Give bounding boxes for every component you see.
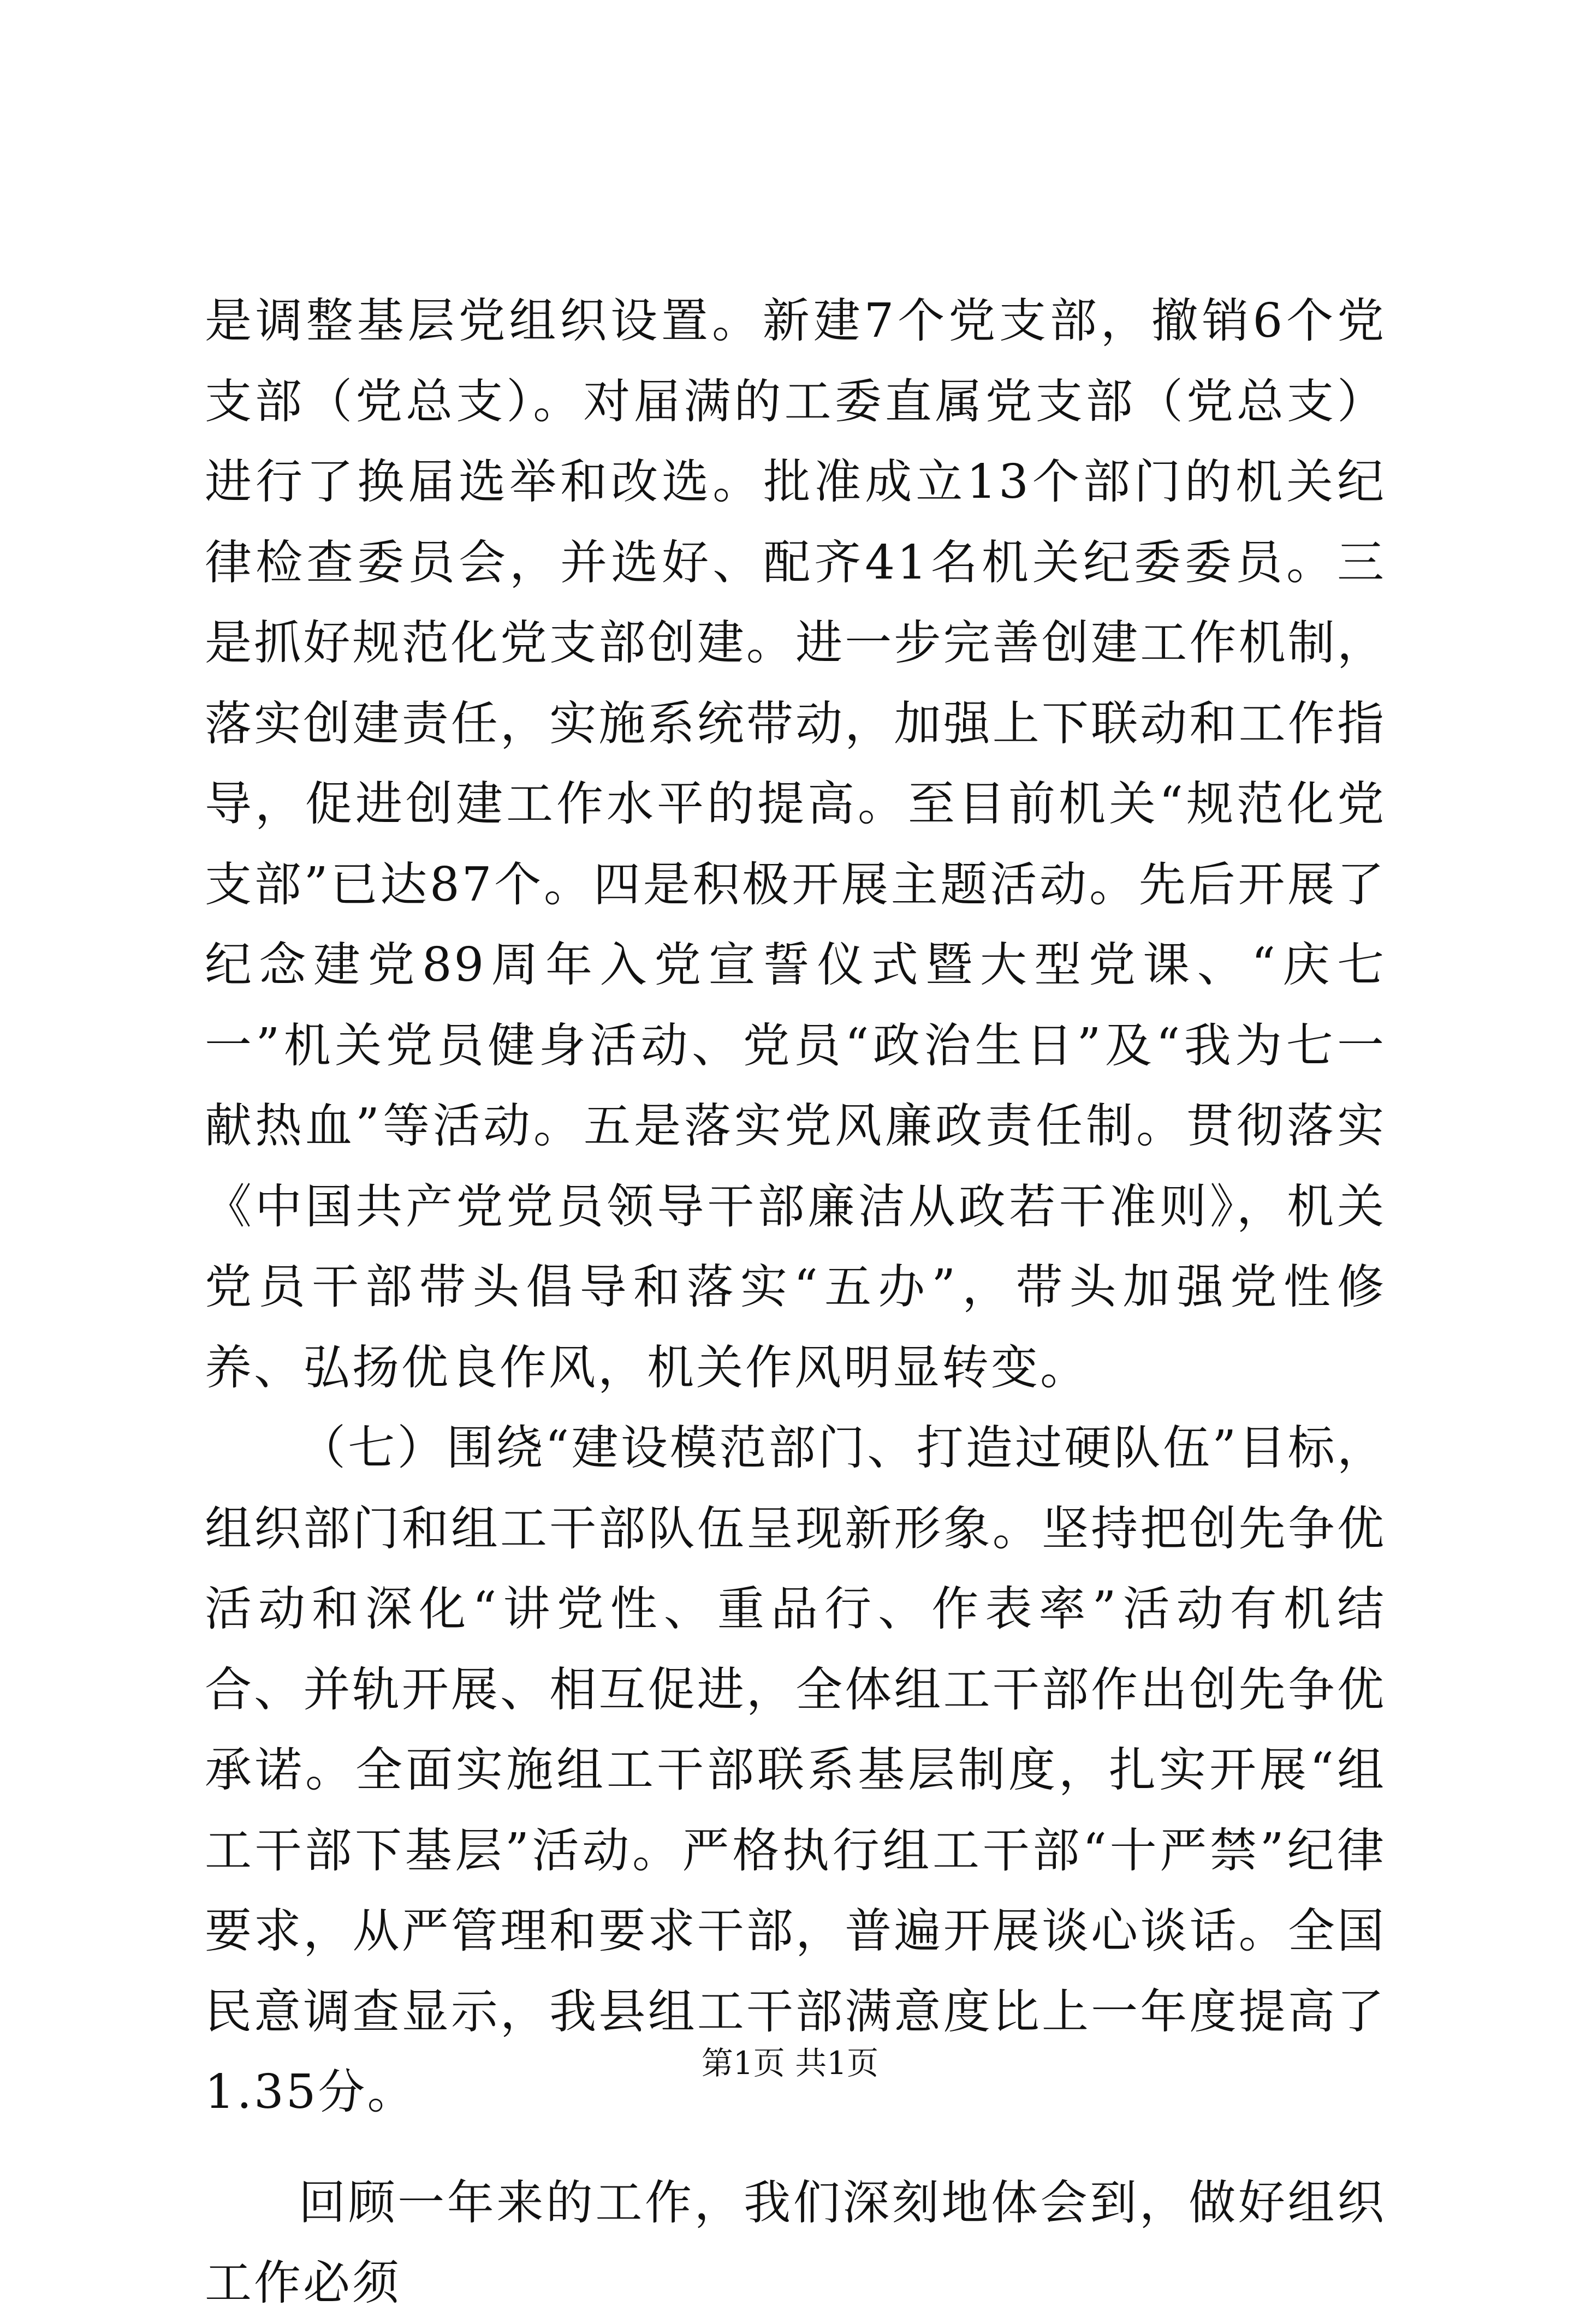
paragraph-continuation: 是调整基层党组织设置。新建7个党支部，撤销6个党支部（党总支）。对届满的工委直属党支部（党总支）进行了换届选举和改选。批准成立13个部门的机关纪律检查委员会，并选好、配齐41名机关纪委委员。三是抓好规范化党支部创建。进一步完善创建工作机制，落实创建责任，实施系统带动，加强上下联动和工作指导，促进创建工作水平的提高。至目前机关“规范化党支部”已达87个。四是积极开展主题活动。先后开展了纪念建党89周年入党宣誓仪式暨大型党课、“庆七一”机关党员健身活动、党员“政治生日”及“我为七一献热血”等活动。五是落实党风廉政责任制。贯彻落实《中国共产党党员领导干部廉洁从政若干准则》，机关党员干部带头倡导和落实“五办”，带头加强党性修养、弘扬优良作风，机关作风明显转变。 (205, 294, 1386, 1395)
document-body (205, 281, 1386, 2324)
paragraph-section-seven: （七）围绕“建设模范部门、打造过硬队伍”目标，组织部门和组工干部队伍呈现新形象。坚持把创先争优活动和深化“讲党性、重品行、作表率”活动有机结合、并轨开展、相互促进，全体组工干部作出创先争优承诺。全面实施组工干部联系基层制度，扎实开展“组工干部下基层”活动。严格执行组工干部“十严禁”纪律要求，从严管理和要求干部，普遍开展谈心谈话。全国民意调查显示，我县组工干部满意度比上一年度提高了1.35分。 (205, 1421, 1386, 2119)
paragraph-review: 回顾一年来的工作，我们深刻地体会到，做好组织工作必须 (205, 2175, 1386, 2310)
page-footer: 第1页 共1页 (701, 2045, 879, 2082)
